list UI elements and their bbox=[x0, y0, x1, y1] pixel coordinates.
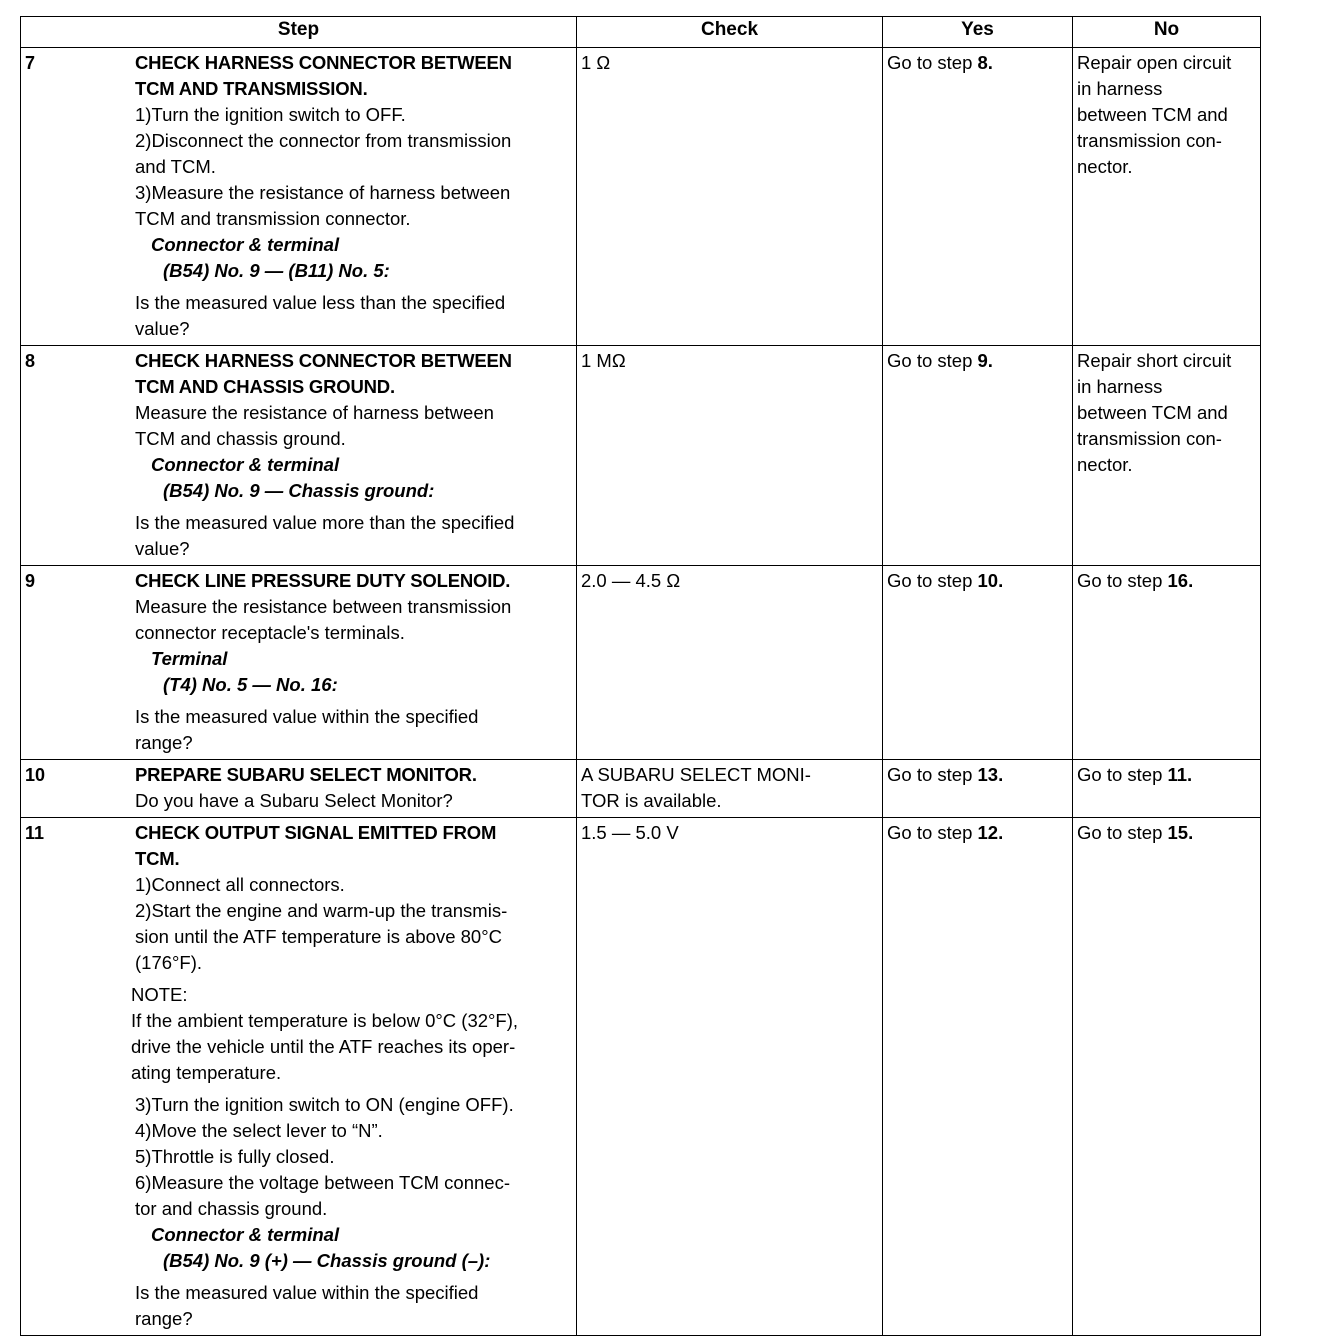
yes-cell bbox=[883, 760, 1073, 818]
yes-step-ref: 8. bbox=[977, 52, 993, 73]
connector-spec: (B54) No. 9 — Chassis ground: bbox=[163, 480, 435, 501]
step-number: 11 bbox=[25, 823, 45, 843]
instruction-line: tor and chassis ground. bbox=[135, 1198, 328, 1219]
no-cell bbox=[1073, 566, 1261, 760]
yes-cell bbox=[883, 48, 1073, 346]
note-label: NOTE: bbox=[131, 984, 188, 1005]
instruction-line: TCM and chassis ground. bbox=[135, 428, 346, 449]
step-title: CHECK OUTPUT SIGNAL EMITTED FROM bbox=[135, 822, 497, 843]
yes-step-ref: 10. bbox=[977, 570, 1004, 591]
step-title: CHECK LINE PRESSURE DUTY SOLENOID. bbox=[135, 570, 511, 591]
header-check: Check bbox=[577, 17, 883, 48]
question-line: range? bbox=[135, 732, 193, 753]
table-row-step-11 bbox=[21, 818, 1261, 1336]
instruction-line: connector receptacle's terminals. bbox=[135, 622, 405, 643]
yes-prefix: Go to step bbox=[887, 822, 978, 843]
question-line: Do you have a Subaru Select Monitor? bbox=[135, 790, 453, 811]
no-prefix: Go to step bbox=[1077, 570, 1168, 591]
check-cell: 1 Ω bbox=[577, 48, 883, 346]
no-line: in harness bbox=[1077, 78, 1163, 99]
instruction-line: Measure the resistance of harness between bbox=[135, 402, 494, 423]
check-cell bbox=[577, 760, 883, 818]
connector-heading: Connector & terminal bbox=[151, 1224, 340, 1245]
instruction-line: 4)Move the select lever to “N”. bbox=[135, 1120, 383, 1141]
table-row-step-9 bbox=[21, 566, 1261, 760]
question-line: Is the measured value within the specified bbox=[135, 1282, 479, 1303]
step-number: 10 bbox=[25, 765, 46, 785]
note-line: ating temperature. bbox=[131, 1062, 282, 1083]
no-line: Repair short circuit bbox=[1077, 350, 1232, 371]
no-step-ref: 16. bbox=[1167, 570, 1194, 591]
yes-prefix: Go to step bbox=[887, 52, 978, 73]
yes-cell bbox=[883, 566, 1073, 760]
no-line: transmission con- bbox=[1077, 130, 1222, 151]
table-row-step-8 bbox=[21, 346, 1261, 566]
check-line: A SUBARU SELECT MONI- bbox=[581, 764, 811, 785]
instruction-line: 2)Start the engine and warm-up the transmis- bbox=[135, 900, 508, 921]
instruction-line: 1)Turn the ignition switch to OFF. bbox=[135, 104, 406, 125]
no-cell bbox=[1073, 760, 1261, 818]
step-number: 9 bbox=[25, 571, 36, 591]
step-cell bbox=[21, 760, 577, 818]
no-line: transmission con- bbox=[1077, 428, 1222, 449]
connector-spec: (B54) No. 9 — (B11) No. 5: bbox=[163, 260, 390, 281]
no-step-ref: 11. bbox=[1167, 764, 1193, 785]
note-line: drive the vehicle until the ATF reaches its oper- bbox=[131, 1036, 516, 1057]
no-line: between TCM and bbox=[1077, 104, 1228, 125]
step-number: 8 bbox=[25, 351, 36, 371]
instruction-line: 3)Measure the resistance of harness between bbox=[135, 182, 511, 203]
yes-prefix: Go to step bbox=[887, 764, 978, 785]
instruction-line: 5)Throttle is fully closed. bbox=[135, 1146, 335, 1167]
table-header-row bbox=[21, 17, 1261, 48]
connector-spec: (B54) No. 9 (+) — Chassis ground (–): bbox=[163, 1250, 491, 1271]
no-line: between TCM and bbox=[1077, 402, 1228, 423]
yes-prefix: Go to step bbox=[887, 570, 978, 591]
check-cell: 2.0 — 4.5 Ω bbox=[577, 566, 883, 760]
check-line: TOR is available. bbox=[581, 790, 722, 811]
header-yes: Yes bbox=[883, 17, 1073, 48]
step-cell bbox=[21, 566, 577, 760]
instruction-line: sion until the ATF temperature is above 80°C bbox=[135, 926, 502, 947]
no-cell bbox=[1073, 48, 1261, 346]
diagnostic-procedure-page bbox=[20, 16, 1260, 1336]
yes-cell bbox=[883, 818, 1073, 1336]
step-title: PREPARE SUBARU SELECT MONITOR. bbox=[135, 764, 477, 785]
question-line: Is the measured value within the specified bbox=[135, 706, 479, 727]
instruction-line: and TCM. bbox=[135, 156, 216, 177]
instruction-line: Measure the resistance between transmission bbox=[135, 596, 512, 617]
question-line: value? bbox=[135, 538, 190, 559]
question-line: Is the measured value less than the specified bbox=[135, 292, 506, 313]
step-cell bbox=[21, 818, 577, 1336]
step-title: TCM AND CHASSIS GROUND. bbox=[135, 376, 395, 397]
step-title: CHECK HARNESS CONNECTOR BETWEEN bbox=[135, 52, 512, 73]
question-line: range? bbox=[135, 1308, 193, 1329]
no-cell bbox=[1073, 818, 1261, 1336]
question-line: Is the measured value more than the specified bbox=[135, 512, 515, 533]
diagnostic-table bbox=[20, 16, 1261, 1336]
terminal-heading: Terminal bbox=[151, 648, 228, 669]
yes-cell bbox=[883, 346, 1073, 566]
connector-heading: Connector & terminal bbox=[151, 454, 340, 475]
no-line: in harness bbox=[1077, 376, 1163, 397]
step-cell bbox=[21, 48, 577, 346]
header-step: Step bbox=[21, 17, 577, 48]
yes-step-ref: 9. bbox=[977, 350, 993, 371]
step-title: CHECK HARNESS CONNECTOR BETWEEN bbox=[135, 350, 512, 371]
instruction-line: 3)Turn the ignition switch to ON (engine OFF). bbox=[135, 1094, 514, 1115]
check-cell: 1 MΩ bbox=[577, 346, 883, 566]
step-cell bbox=[21, 346, 577, 566]
no-line: nector. bbox=[1077, 454, 1133, 475]
instruction-line: TCM and transmission connector. bbox=[135, 208, 411, 229]
no-line: Repair open circuit bbox=[1077, 52, 1232, 73]
no-line: nector. bbox=[1077, 156, 1133, 177]
step-title: TCM. bbox=[135, 848, 180, 869]
step-title: TCM AND TRANSMISSION. bbox=[135, 78, 368, 99]
check-cell: 1.5 — 5.0 V bbox=[577, 818, 883, 1336]
step-number: 7 bbox=[25, 53, 36, 73]
note-line: If the ambient temperature is below 0°C (32°F), bbox=[131, 1010, 519, 1031]
header-no: No bbox=[1073, 17, 1261, 48]
instruction-line: 6)Measure the voltage between TCM connec- bbox=[135, 1172, 510, 1193]
table-row-step-10 bbox=[21, 760, 1261, 818]
yes-prefix: Go to step bbox=[887, 350, 978, 371]
no-step-ref: 15. bbox=[1167, 822, 1194, 843]
connector-heading: Connector & terminal bbox=[151, 234, 340, 255]
instruction-line: 2)Disconnect the connector from transmission bbox=[135, 130, 512, 151]
no-prefix: Go to step bbox=[1077, 764, 1168, 785]
terminal-spec: (T4) No. 5 — No. 16: bbox=[163, 674, 338, 695]
yes-step-ref: 12. bbox=[977, 822, 1004, 843]
instruction-line: (176°F). bbox=[135, 952, 203, 973]
yes-step-ref: 13. bbox=[977, 764, 1004, 785]
question-line: value? bbox=[135, 318, 190, 339]
instruction-line: 1)Connect all connectors. bbox=[135, 874, 345, 895]
no-cell bbox=[1073, 346, 1261, 566]
table-row-step-7 bbox=[21, 48, 1261, 346]
no-prefix: Go to step bbox=[1077, 822, 1168, 843]
